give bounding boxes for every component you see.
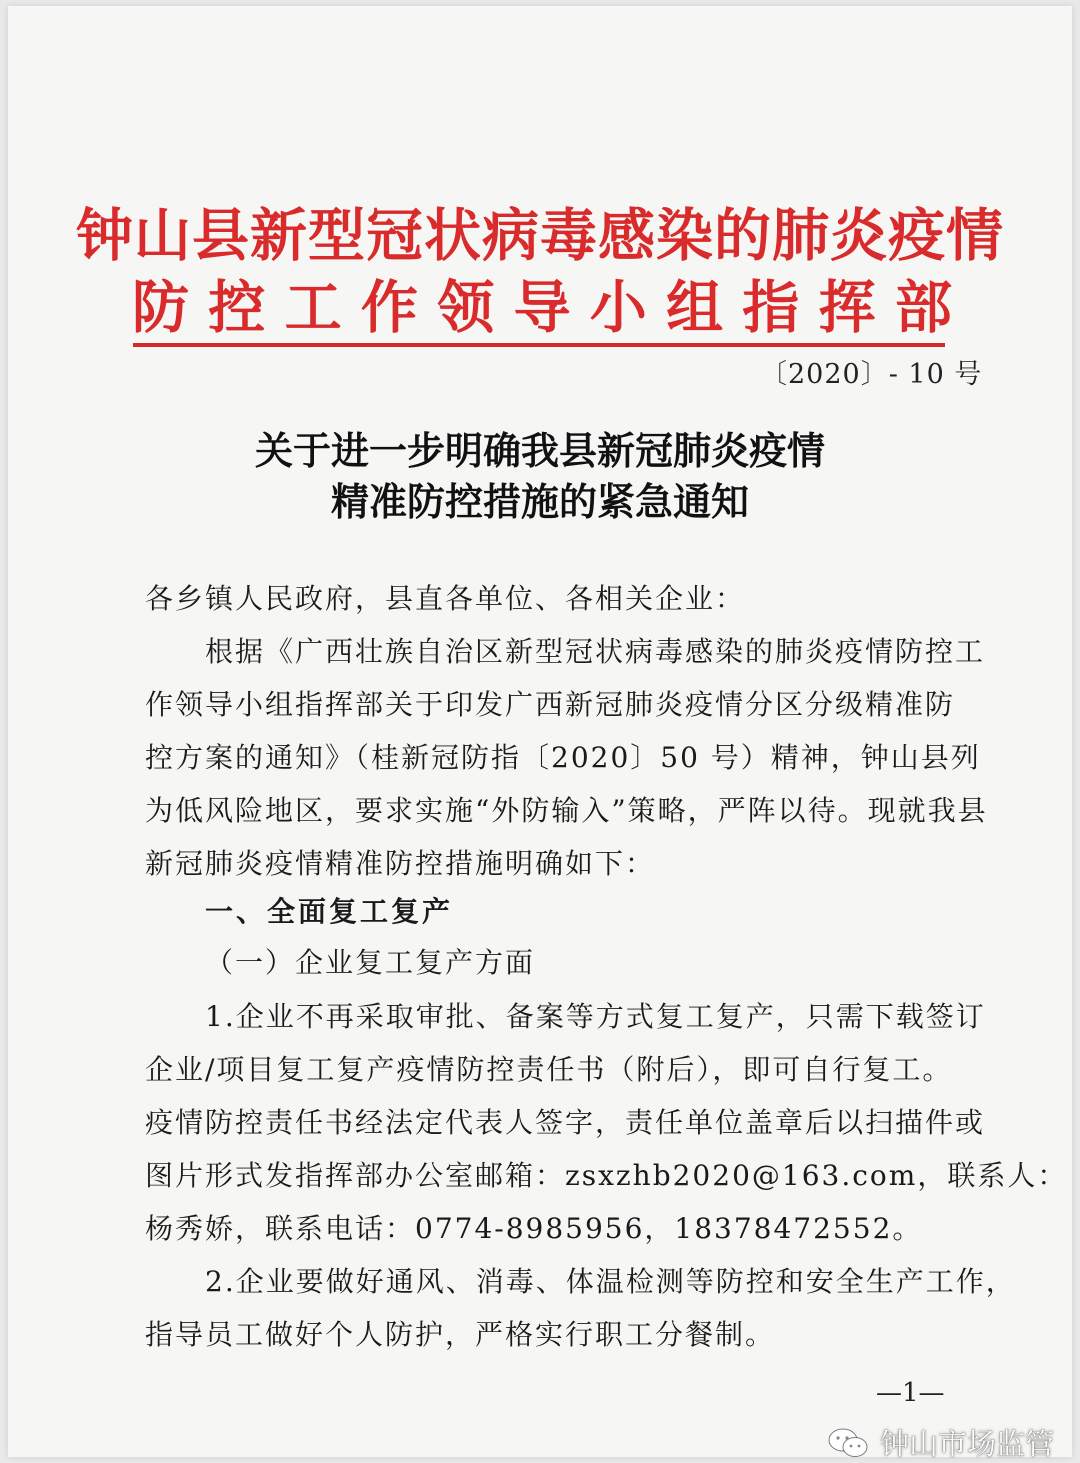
source-watermark [826,1422,1054,1463]
notice-title-line-1: 关于进一步明确我县新冠肺炎疫情 [254,429,825,473]
header-char: 导 [513,275,571,341]
paragraph-line: 根据《广西壮族自治区新型冠状病毒感染的肺炎疫情防控工 [205,635,986,668]
red-divider [133,343,945,347]
section-heading: 一、全面复工复产 [205,895,454,928]
paragraph-line: 指导员工做好个人防护，严格实行职工分餐制。 [145,1318,776,1351]
page-number: —1— [876,1378,945,1408]
header-line-1: 钟山县新型冠状病毒感染的肺炎疫情 [76,203,1004,269]
header-char: 防 [132,275,189,341]
paragraph-line: 疫情防控责任书经法定代表人签字，责任单位盖章后以扫描件或 [145,1106,986,1139]
header-char: 组 [666,275,724,341]
document-number: 〔2020〕- 10 号 [760,359,983,390]
paragraph-line: 企业/项目复工复产疫情防控责任书（附后），即可自行复工。 [145,1053,953,1086]
paragraph-line: 1.企业不再采取审批、备案等方式复工复产，只需下载签订 [205,1000,986,1033]
paragraph-line: 作领导小组指挥部关于印发广西新冠肺炎疫情分区分级精准防 [145,688,956,721]
watermark-text: 钟山市场监管 [880,1427,1055,1461]
header-char: 小 [589,275,647,341]
header-char: 控 [208,275,266,341]
header-char: 领 [437,275,495,341]
header-char: 挥 [818,275,876,341]
paragraph-line: 控方案的通知》（桂新冠防指〔2020〕50 号）精神，钟山县列 [145,741,981,774]
header-char: 指 [742,275,800,341]
salutation: 各乡镇人民政府，县直各单位、各相关企业： [145,582,746,615]
header-char: 工 [284,275,342,341]
notice-title-line-2: 精准防控措施的紧急通知 [330,480,749,524]
paragraph-line: 为低风险地区，要求实施“外防输入”策略，严阵以待。现就我县 [145,794,988,827]
paragraph-line: 图片形式发指挥部办公室邮箱：zsxzhb2020@163.com，联系人： [145,1159,1068,1192]
header-char: 部 [894,275,952,341]
header-line-2 [132,262,952,344]
paragraph-line: 杨秀娇，联系电话：0774-8985956，18378472552。 [145,1212,923,1245]
header-char: 作 [360,275,418,341]
wechat-icon [826,1427,870,1459]
paragraph-line: 2.企业要做好通风、消毒、体温检测等防控和安全生产工作， [205,1265,1016,1298]
subsection-heading: （一）企业复工复产方面 [205,946,536,979]
paragraph-line: 新冠肺炎疫情精准防控措施明确如下： [145,847,656,880]
